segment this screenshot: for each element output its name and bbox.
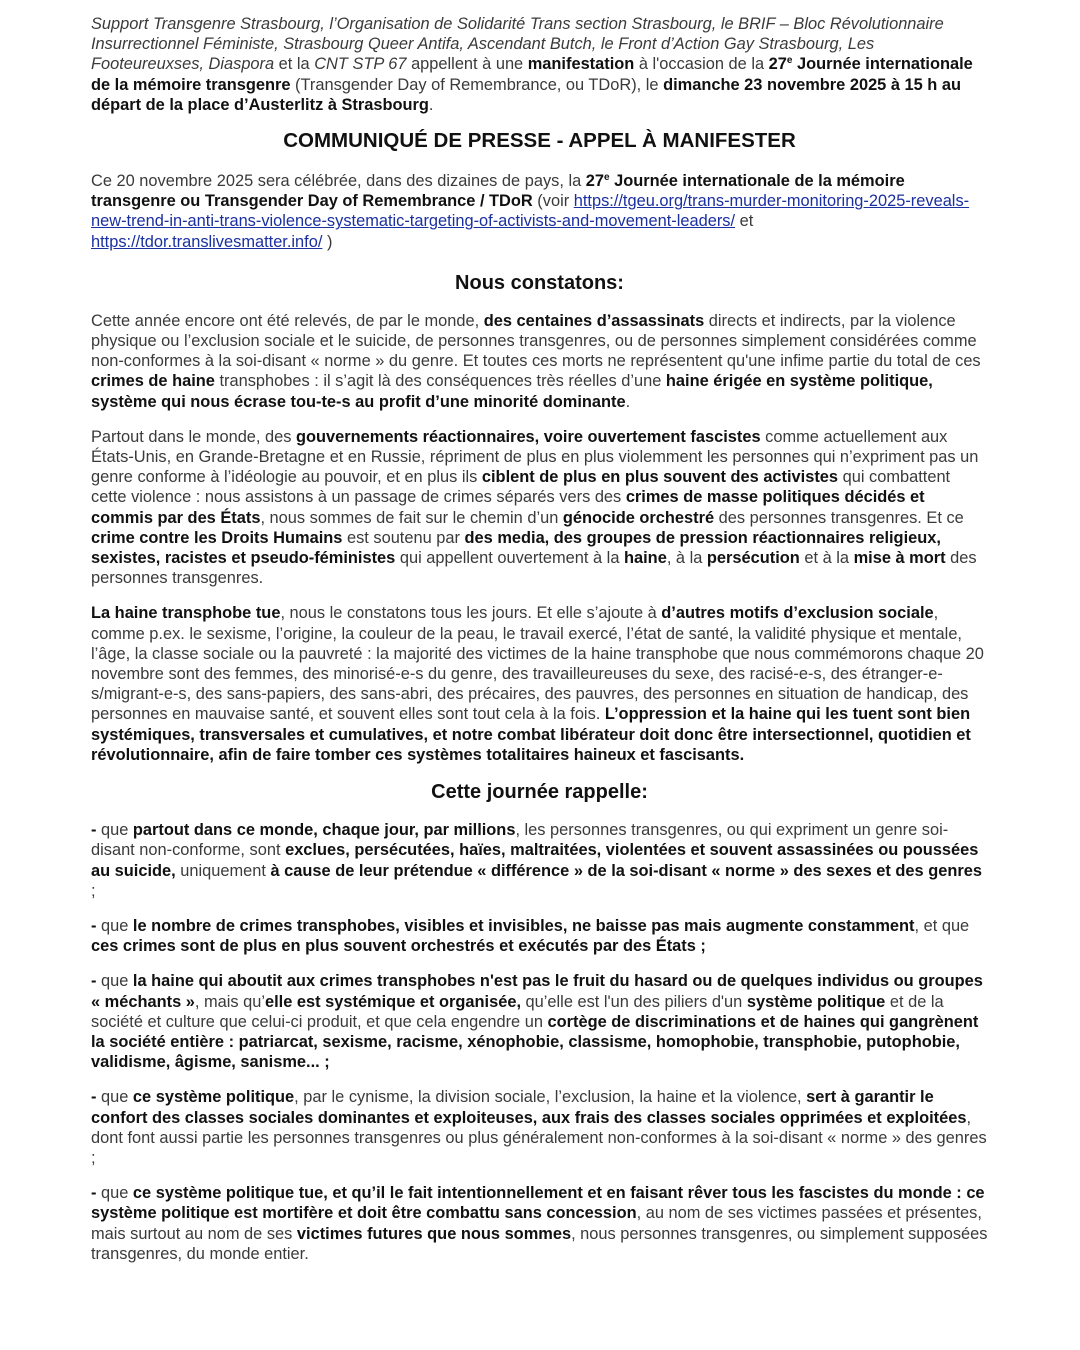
bullet-dash: - — [91, 821, 102, 840]
bold-run: la haine qui aboutit aux crimes transphobes n'est pas le fruit du hasard ou de quelques individus ou groupes « méchants » — [91, 972, 983, 1011]
text-run: , à la — [666, 549, 707, 568]
event-name: Journée internationale de la mémoire transgenre ou Transgender Day of Remembrance / TDoR — [91, 172, 905, 211]
bold-run: cortège de discriminations et de haines qui gangrènent la société entière : patriarcat, sexisme, racisme, xénophobie, classisme, homophobie, transphobie, putophobie, validisme, âgisme, sanisme... ; — [91, 1012, 979, 1072]
bold-run: ciblent de plus en plus souvent des activistes — [481, 468, 839, 487]
text-run: , au nom de ses victimes passées et présentes, mais surtout au nom de ses — [91, 1204, 982, 1243]
text-run: qui combattent cette violence : nous assistons à un passage de crimes séparés vers des — [91, 468, 951, 507]
bold-run: crime contre les Droits Humains — [91, 528, 343, 547]
intro-text: appellent à une — [406, 55, 528, 74]
organization-cnt: CNT STP 67 — [314, 55, 407, 74]
call-text: et — [735, 212, 754, 231]
call-text: ) — [322, 232, 333, 251]
rappel-item-5 — [91, 1183, 988, 1264]
bold-run: La haine transphobe tue — [91, 604, 281, 623]
ordinal-number: 27 — [585, 172, 604, 191]
text-run: , mais qu’ — [194, 992, 265, 1011]
bold-run: à cause de leur prétendue « différence » de la soi-disant « norme » des sexes et des genres — [270, 861, 982, 880]
bold-run: L’oppression et la haine qui les tuent sont bien systémiques, transversales et cumulatives, et notre combat libérateur doit donc être intersectionnel, quotidien et révolutionnaire, afin de faire tomber ces systèmes totalitaires haineux et fascisants. — [91, 705, 971, 764]
text-run: est soutenu par — [342, 528, 465, 547]
ordinal-suffix: e — [786, 55, 793, 67]
bold-run: ces crimes sont de plus en plus souvent orchestrés et exécutés par des États ; — [91, 937, 706, 956]
bold-run: sert à garantir le confort des classes sociales dominantes et exploiteuses, aux frais des classes sociales opprimées et exploitées — [91, 1088, 967, 1127]
bold-run: persécution — [706, 549, 800, 568]
bold-run: système politique — [746, 992, 886, 1011]
bold-run: d’autres motifs d’exclusion sociale — [661, 604, 934, 623]
bold-run: des media, des groupes de pression réactionnaires religieux, sexistes, racistes et pseudo-féministes — [91, 528, 941, 568]
page-title: COMMUNIQUÉ DE PRESSE - APPEL À MANIFESTER — [283, 129, 796, 153]
bold-run: mise à mort — [853, 549, 946, 568]
event-date-location: dimanche 23 novembre 2025 à 15 h au départ de la place d’Austerlitz à Strasbourg — [91, 75, 961, 114]
text-run: et à la — [799, 549, 854, 568]
call-text: (voir — [532, 192, 574, 211]
text-run: Partout dans le monde, des — [91, 427, 297, 446]
bold-run: victimes futures que nous sommes — [296, 1224, 572, 1243]
section-heading-rappelle: Cette journée rappelle: — [431, 781, 648, 804]
bold-run: des centaines d’assassinats — [483, 311, 705, 330]
bold-run: génocide orchestré — [562, 508, 715, 527]
text-run: , et que — [914, 916, 970, 935]
call-text: Ce 20 novembre 2025 sera célébrée, dans des dizaines de pays, la — [91, 172, 586, 191]
bold-run: exclues, persécutées, haïes, maltraitées, violentées et souvent assassinées ou poussées au suicide, — [91, 841, 979, 880]
text-run: que — [101, 821, 133, 840]
text-run: , nous sommes de fait sur le chemin d’un — [260, 508, 563, 527]
text-run: des personnes transgenres. Et ce — [714, 508, 964, 527]
constatons-paragraph-2 — [91, 427, 988, 589]
bullet-dash: - — [91, 916, 102, 935]
bold-run: crimes de haine — [91, 372, 215, 391]
bold-run: crimes de masse politiques décidés et commis par des États — [91, 488, 925, 527]
text-run: que — [101, 916, 133, 935]
call-paragraph — [91, 171, 988, 252]
rappel-item-1 — [91, 820, 988, 901]
text-run: , par le cynisme, la division sociale, l’exclusion, la haine et la violence, — [294, 1088, 807, 1107]
text-run: comme actuellement aux États-Unis, en Grande-Bretagne et en Russie, répriment de plus en plus violemment les personnes qui n’expriment pas un genre conforme à l’idéologie au pouvoir, et en plus ils — [91, 427, 979, 487]
text-run: que — [101, 1088, 133, 1107]
bold-run: haine — [624, 549, 667, 568]
text-run: uniquement — [175, 861, 271, 880]
text-run: qu’elle est l'un des piliers d'un — [521, 992, 747, 1011]
text-run: Cette année encore ont été relevés, de par le monde, — [91, 311, 484, 330]
text-run: , comme p.ex. le sexisme, l’origine, la couleur de la peau, le travail exercé, l’état de santé, la validité physique et mentale, l’âge, la classe sociale ou la pauvreté : la majorité des victimes de la haine transphobe que nous commémorons chaque 20 novembre sont des femmes, des minorisé-e-s du genre, des travailleureuses du sexe, des racisé-e-s, des étranger-e-s/migrant-e-s, des sans-papiers, des sans-abri, des précaires, des pauvres, des personnes en situation de handicap, des personnes en mauvaise santé, et souvent elles sont tout cela à la fois. — [91, 604, 984, 724]
text-run: . — [625, 392, 631, 411]
text-run: , les personnes transgenres, ou qui expriment un genre soi-disant non-conforme, sont — [91, 821, 949, 860]
ordinal-number: 27 — [768, 55, 787, 74]
bold-run: haine érigée en système politique, système qui nous écrase tou-te-s au profit d’une minorité dominante — [91, 372, 933, 411]
text-run: ; — [91, 881, 96, 900]
text-run: , dont font aussi partie les personnes transgenres ou plus généralement non-conformes à la soi-disant « norme » des genres ; — [91, 1108, 987, 1167]
section-heading-constatons: Nous constatons: — [455, 271, 624, 294]
rappel-item-4 — [91, 1087, 988, 1168]
bold-run: gouvernements réactionnaires, voire ouvertement fascistes — [296, 427, 761, 446]
intro-text: (Transgender Day of Remembrance, ou TDoR), le — [290, 75, 664, 94]
bullet-dash: - — [91, 1088, 102, 1107]
text-run: , nous personnes transgenres, ou simplement supposées transgenres, du monde entier. — [91, 1224, 988, 1263]
text-run: , nous le constatons tous les jours. Et elle s’ajoute à — [280, 604, 662, 623]
intro-paragraph — [91, 14, 988, 115]
tdor-link[interactable]: https://tdor.translivesmatter.info/ — [91, 232, 323, 251]
bold-run: ce système politique tue, et qu’il le fait intentionnellement et en faisant rêver tous les fascistes du monde : ce système politique est mortifère et doit être combattu sans concession — [91, 1184, 985, 1223]
intro-text: à l'occasion de la — [634, 55, 769, 74]
rappel-item-2 — [91, 916, 988, 956]
constatons-paragraph-3 — [91, 603, 988, 765]
ordinal-suffix: e — [604, 172, 610, 184]
text-run: et de la société et culture que celui-ci produit, et que cela engendre un — [91, 992, 944, 1031]
text-run: que — [101, 972, 133, 991]
organizations-list: Support Transgenre Strasbourg, l’Organisation de Solidarité Trans section Strasbourg, le BRIF – Bloc Révolutionnaire Insurrectionnel Féministe, Strasbourg Queer Antifa, Ascendant Butch, le Front d’Action Gay Strasbourg, Les Footeureuxses, Diaspora — [91, 15, 944, 74]
bullet-dash: - — [91, 1184, 102, 1203]
intro-text: et la — [274, 55, 315, 74]
rappel-item-3 — [91, 971, 988, 1072]
tgeu-link[interactable]: https://tgeu.org/trans-murder-monitoring-2025-reveals-new-trend-in-anti-trans-violence-systematic-targeting-of-activists-and-movement-leaders/ — [91, 192, 970, 231]
constatons-paragraph-1 — [91, 311, 988, 412]
bold-run: le nombre de crimes transphobes, visibles et invisibles, ne baisse pas mais augmente constamment — [132, 916, 915, 935]
text-run: transphobes : il s’agit là des conséquences très réelles d’une — [214, 372, 666, 391]
text-run: qui appellent ouvertement à la — [395, 549, 624, 568]
intro-text: . — [428, 95, 434, 114]
bold-run: elle est systémique et organisée, — [265, 992, 521, 1011]
bullet-dash: - — [91, 972, 102, 991]
text-run: des personnes transgenres. — [91, 549, 977, 588]
bold-run: ce système politique — [132, 1088, 295, 1107]
event-name: Journée internationale de la mémoire transgenre — [91, 55, 973, 94]
text-run: directs et indirects, par la violence physique ou l’exclusion sociale et le suicide, de personnes transgenres, ou de personnes simplement considérées comme non-conformes à la soi-disant « norme » du genre. Et toutes ces morts ne représentent qu'une infime partie du total de ces — [91, 311, 981, 371]
intro-bold: manifestation — [527, 55, 635, 74]
bold-run: partout dans ce monde, chaque jour, par millions — [132, 821, 516, 840]
text-run: que — [101, 1184, 133, 1203]
